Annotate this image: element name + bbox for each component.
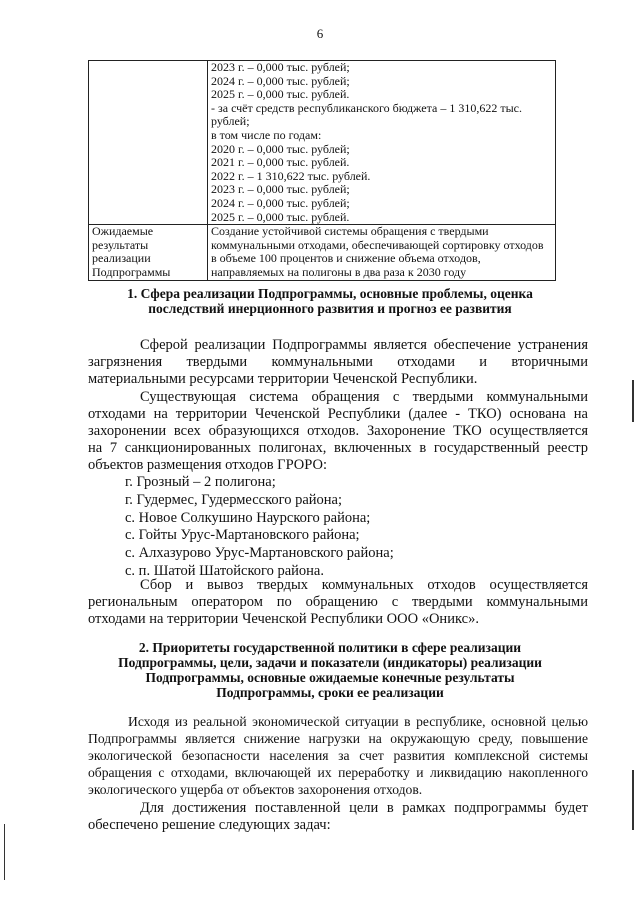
table-value-cell — [208, 61, 556, 225]
results-label-line: Ожидаемые — [92, 224, 154, 239]
paragraph-line: материальными ресурсами территории Чеченской Республики. — [88, 371, 478, 387]
paragraph-line: Исходя из реальной экономической ситуации в республике, основной целью — [128, 714, 588, 729]
paragraph-line: обеспечено решение следующих задач: — [88, 817, 331, 833]
finance-line: 2020 г. – 0,000 тыс. рублей; — [211, 141, 350, 156]
list-item: г. Грозный – 2 полигона; — [125, 474, 276, 490]
results-value-line: направляемых на полигоны в два раза к 2030 году — [211, 264, 467, 279]
landfill-list — [125, 474, 394, 581]
finance-line: 2023 г. – 0,000 тыс. рублей; — [211, 60, 350, 74]
paragraph-line: обращения с отходами, включающей их переработку и ликвидацию накопленного — [88, 765, 588, 780]
section-1-paragraph-3 — [88, 577, 588, 628]
finance-line: 2024 г. – 0,000 тыс. рублей; — [211, 195, 350, 210]
finance-line: 2025 г. – 0,000 тыс. рублей. — [211, 87, 350, 102]
finance-line: рублей; — [211, 114, 250, 129]
heading-line: Подпрограммы, сроки ее реализации — [216, 685, 444, 700]
paragraph-line: Сбор и вывоз твердых коммунальных отходов осуществляется — [140, 577, 588, 593]
section-1-paragraph-2 — [88, 389, 588, 474]
heading-line: Подпрограммы, цели, задачи и показатели (индикаторы) реализации — [118, 655, 542, 670]
paragraph-line: объектов размещения отходов ГРОРО: — [88, 457, 328, 473]
paragraph-line: на 7 санкционированных полигонах, включенных в государственный реестр — [88, 440, 588, 456]
paragraph-line: экологической безопасности населения за счет развития комплексной системы — [88, 748, 588, 763]
heading-line: 1. Сфера реализации Подпрограммы, основные проблемы, оценка — [127, 286, 533, 301]
finance-line: - за счёт средств республиканского бюджета – 1 310,622 тыс. — [211, 100, 522, 115]
paragraph-line: Сферой реализации Подпрограммы является обеспечение устранения — [140, 337, 588, 353]
table-row-finance — [89, 61, 556, 225]
section-1-paragraph-1 — [88, 337, 588, 388]
paragraph-line: экологического ущерба от объектов захоронения отходов. — [88, 782, 423, 797]
passport-table — [88, 60, 556, 281]
page-number: 6 — [316, 26, 324, 41]
results-label-line: Подпрограммы — [92, 264, 171, 279]
paragraph-line: отходами на территории Чеченской Республики ООО «Оникс». — [88, 611, 479, 627]
results-value-line: в объеме 100 процентов и снижение объема отходов, — [211, 251, 481, 266]
results-value-line: Создание устойчивой системы обращения с твердыми — [211, 224, 489, 239]
results-value-line: коммунальными отходами, обеспечивающей сортировку отходов — [211, 237, 544, 252]
scan-edge-mark — [4, 824, 5, 880]
list-item: с. Гойты Урус-Мартановского района; — [125, 527, 360, 544]
results-label-line: реализации — [92, 251, 151, 266]
scan-edge-mark — [632, 380, 634, 422]
paragraph-line: загрязнения твердыми коммунальными отходами и вторичными — [88, 354, 588, 370]
heading-line: Подпрограммы, основные ожидаемые конечные результаты — [145, 670, 515, 685]
paragraph-line: отходами на территории Чеченской Республики (далее - ТКО) основана на — [88, 406, 588, 422]
finance-line: 2022 г. – 1 310,622 тыс. рублей. — [211, 168, 371, 183]
paragraph-line: Для достижения поставленной цели в рамках подпрограммы будет — [140, 800, 588, 816]
paragraph-line: региональным оператором по обращению с твердыми коммунальными — [88, 594, 588, 610]
finance-line: 2025 г. – 0,000 тыс. рублей. — [211, 209, 350, 224]
finance-line: 2023 г. – 0,000 тыс. рублей; — [211, 182, 350, 197]
table-label-cell — [89, 61, 208, 225]
results-label-line: результаты — [92, 237, 149, 252]
paragraph-line: захоронении всех образующихся отходов. Захоронение ТКО осуществляется — [88, 423, 588, 439]
heading-line: 2. Приоритеты государственной политики в сфере реализации — [138, 640, 522, 655]
section-1-heading — [80, 286, 580, 316]
finance-line: в том числе по годам: — [211, 127, 322, 142]
section-2-paragraph-2 — [88, 800, 588, 834]
paragraph-line: Существующая система обращения с твердыми коммунальными — [140, 389, 588, 405]
table-value-cell — [208, 225, 556, 280]
section-2-paragraph-1 — [88, 713, 588, 798]
scan-edge-mark — [632, 770, 634, 830]
list-item: с. Новое Солкушино Наурского района; — [125, 509, 371, 526]
list-item: г. Гудермес, Гудермесского района; — [125, 491, 343, 508]
list-item: с. п. Шатой Шатойского района. — [125, 562, 324, 579]
table-row-results — [89, 225, 556, 280]
list-item: с. Алхазурово Урус-Мартановского района; — [125, 545, 394, 562]
heading-line: последствий инерционного развития и прогноз ее развития — [148, 301, 512, 316]
finance-line: 2024 г. – 0,000 тыс. рублей; — [211, 73, 350, 88]
finance-line: 2021 г. – 0,000 тыс. рублей. — [211, 155, 350, 170]
table-label-cell — [89, 225, 208, 280]
paragraph-line: Подпрограммы является снижение нагрузки на окружающую среду, повышение — [88, 731, 588, 746]
section-2-heading — [80, 640, 580, 700]
